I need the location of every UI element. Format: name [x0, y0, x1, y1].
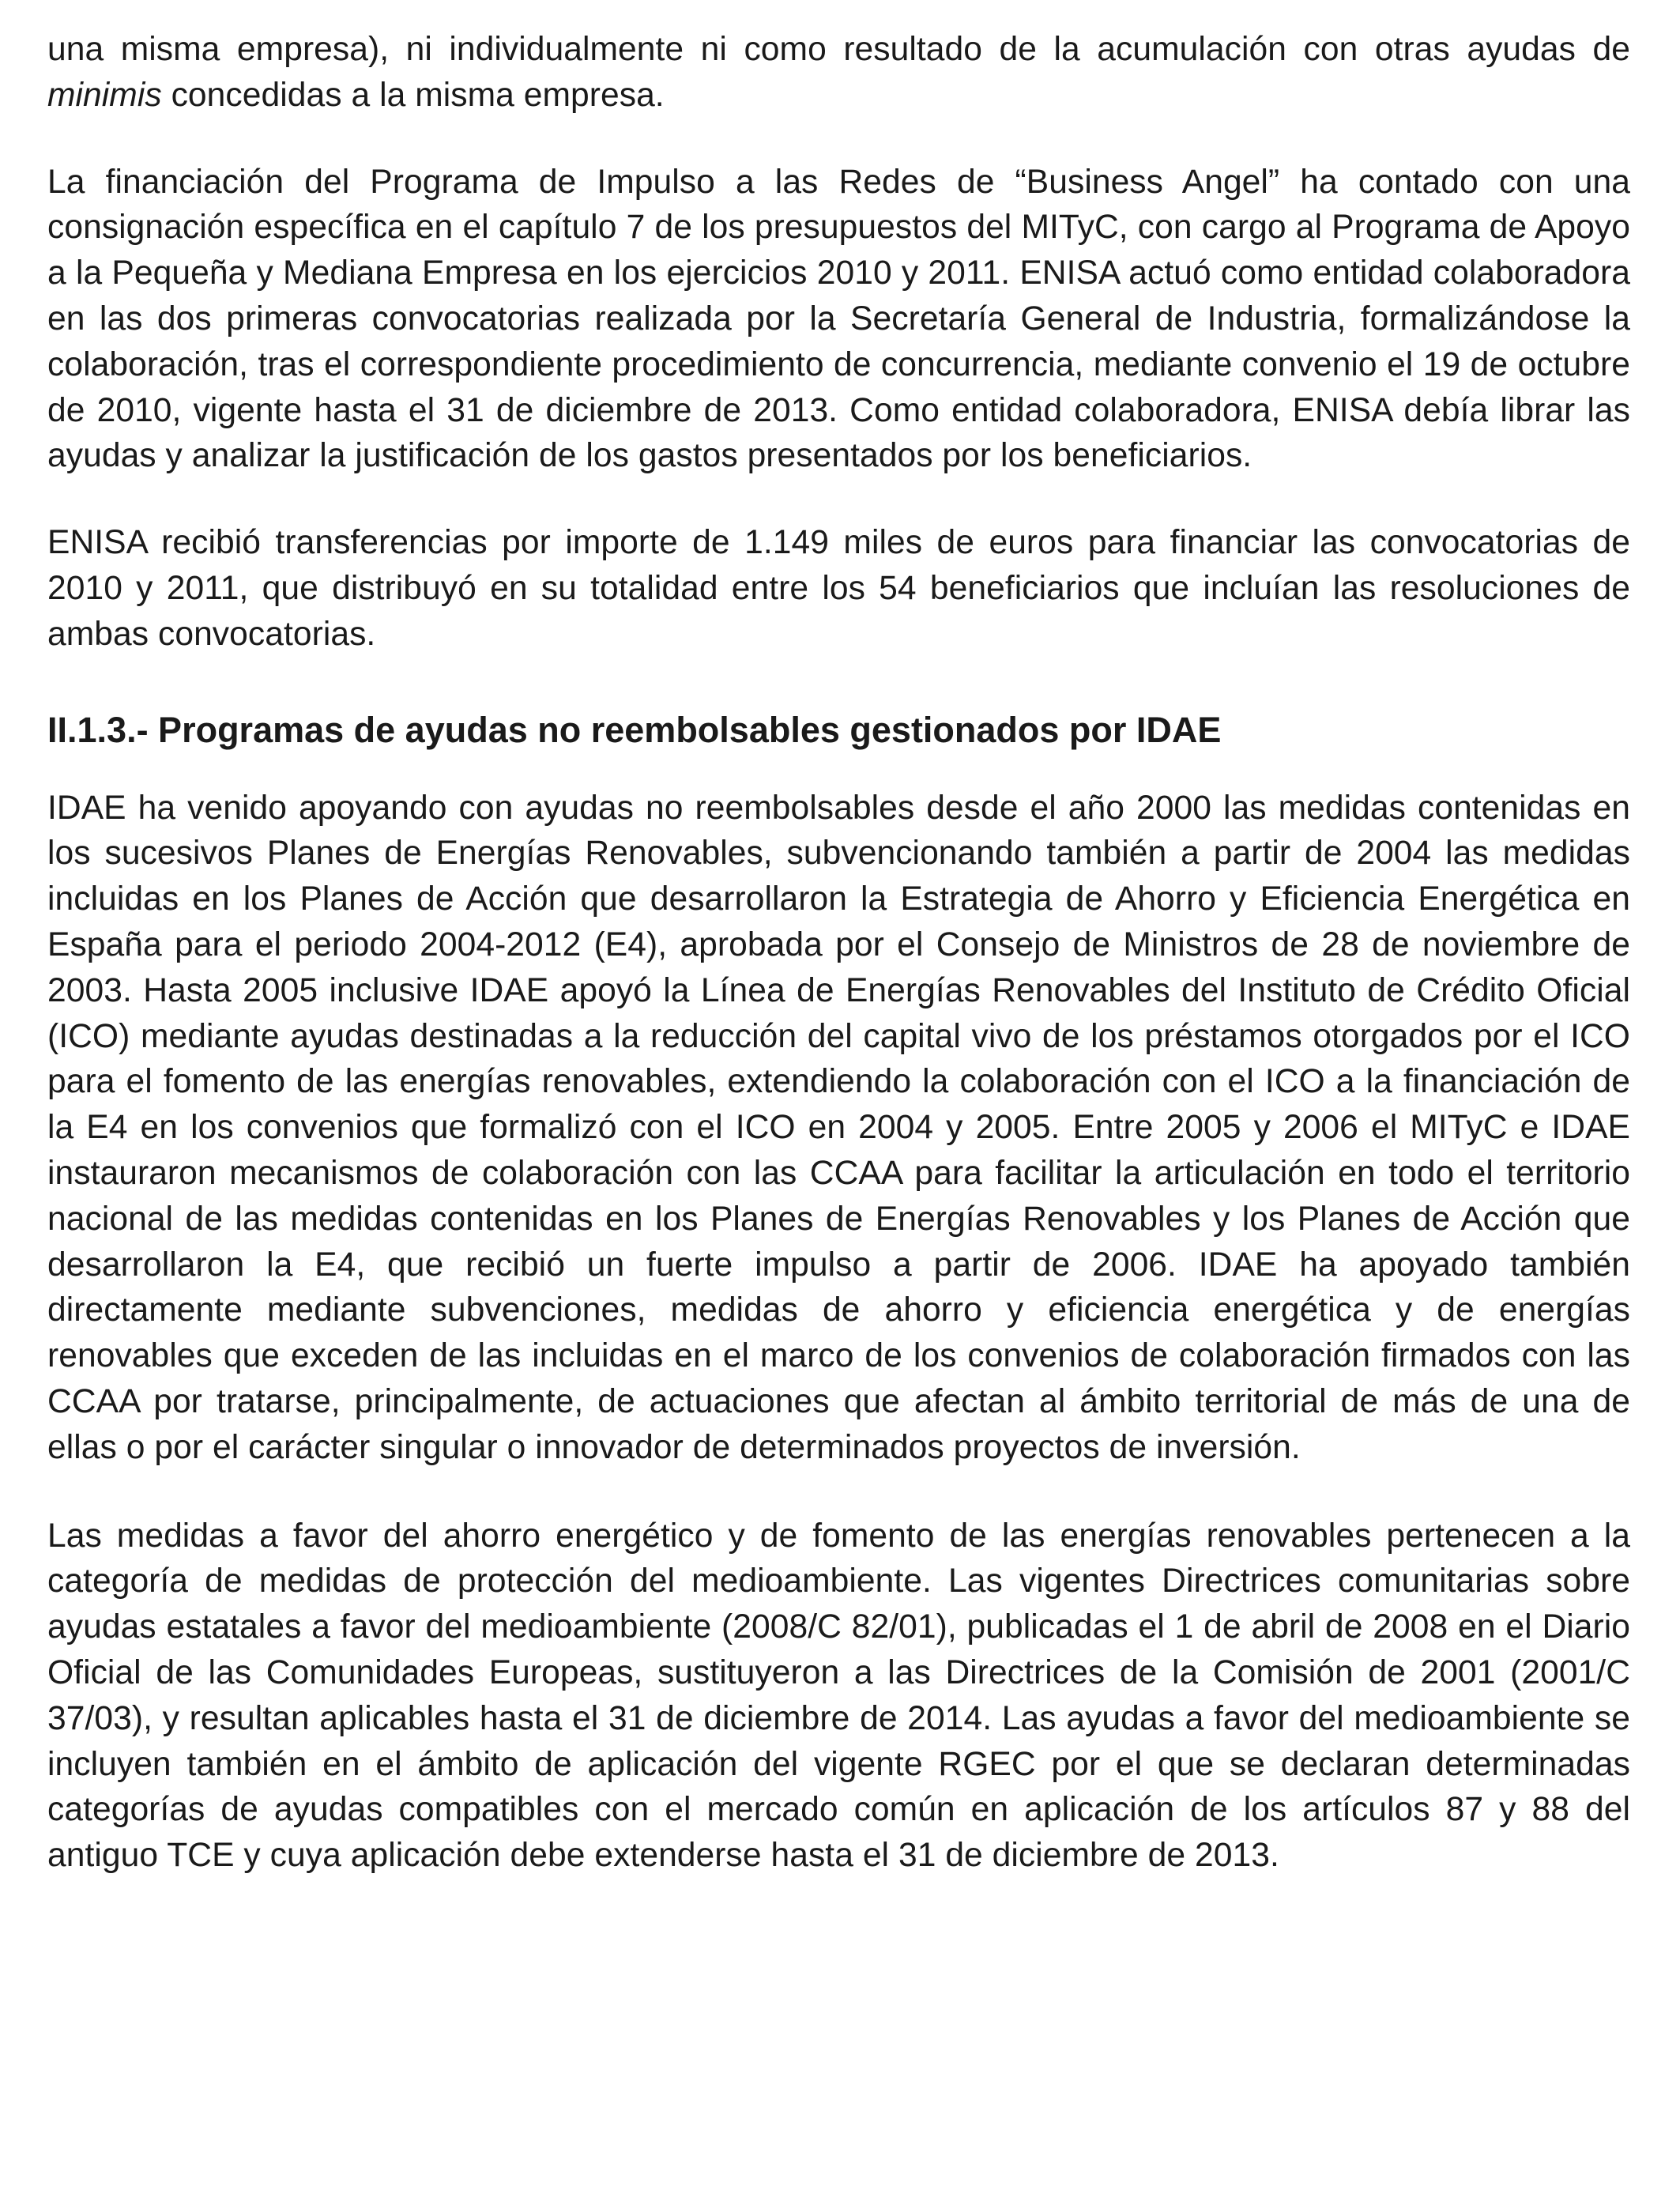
- paragraph-minimis-text-start: una misma empresa), ni individualmente ni como resultado de la acumulación con otras ayudas de: [47, 30, 1630, 68]
- section-heading-idae: II.1.3.- Programas de ayudas no reembolsables gestionados por IDAE: [47, 709, 1222, 750]
- paragraph-business-angel: La financiación del Programa de Impulso a las Redes de “Business Angel” ha contado con una consignación específica en el capítulo 7 de los presupuestos del MITyC, con cargo al Programa de Apoyo a la Pequeña y Mediana Empresa en los ejercicios 2010 y 2011. ENISA actuó como entidad colaboradora en las dos primeras convocatorias realizada por la Secretaría General de Industria, formalizándose la colaboración, tras el correspondiente procedimiento de concurrencia, mediante convenio el 19 de octubre de 2010, vigente hasta el 31 de diciembre de 2013. Como entidad colaboradora, ENISA debía librar las ayudas y analizar la justificación de los gastos presentados por los beneficiarios.: [47, 162, 1630, 475]
- paragraph-idae-support: IDAE ha venido apoyando con ayudas no reembolsables desde el año 2000 las medidas contenidas en los sucesivos Planes de Energías Renovables, subvencionando también a partir de 2004 las medidas incluidas en los Planes de Acción que desarrollaron la Estrategia de Ahorro y Eficiencia Energética en España para el periodo 2004-2012 (E4), aprobada por el Consejo de Ministros de 28 de noviembre de 2003. Hasta 2005 inclusive IDAE apoyó la Línea de Energías Renovables del Instituto de Crédito Oficial (ICO) mediante ayudas destinadas a la reducción del capital vivo de los préstamos otorgados por el ICO para el fomento de las energías renovables, extendiendo la colaboración con el ICO a la financiación de la E4 en los convenios que formalizó con el ICO en 2004 y 2005. Entre 2005 y 2006 el MITyC e IDAE instauraron mecanismos de colaboración con las CCAA para facilitar la articulación en todo el territorio nacional de las medidas contenidas en los Planes de Energías Renovables y los Planes de Acción que desarrollaron la E4, que recibió un fuerte impulso a partir de 2006. IDAE ha apoyado también directamente mediante subvenciones, medidas de ahorro y eficiencia energética y de energías renovables que exceden de las incluidas en el marco de los convenios de colaboración firmados con las CCAA por tratarse, principalmente, de actuaciones que afectan al ámbito territorial de más de una de ellas o por el carácter singular o innovador de determinados proyectos de inversión.: [47, 788, 1630, 1466]
- paragraph-minimis: [47, 27, 1630, 119]
- minimis-italic-term: minimis: [47, 75, 162, 114]
- document-page: [47, 27, 1630, 1879]
- paragraph-environment-measures: Las medidas a favor del ahorro energético y de fomento de las energías renovables pertenecen a la categoría de medidas de protección del medioambiente. Las vigentes Directrices comunitarias sobre ayudas estatales a favor del medioambiente (2008/C 82/01), publicadas el 1 de abril de 2008 en el Diario Oficial de las Comunidades Europeas, sustituyeron a las Directrices de la Comisión de 2001 (2001/C 37/03), y resultan aplicables hasta el 31 de diciembre de 2014. Las ayudas a favor del medioambiente se incluyen también en el ámbito de aplicación del vigente RGEC por el que se declaran determinadas categorías de ayudas compatibles con el mercado común en aplicación de los artículos 87 y 88 del antiguo TCE y cuya aplicación debe extenderse hasta el 31 de diciembre de 2013.: [47, 1516, 1630, 1875]
- paragraph-enisa-transfers: ENISA recibió transferencias por importe de 1.149 miles de euros para financiar las convocatorias de 2010 y 2011, que distribuyó en su totalidad entre los 54 beneficiarios que incluían las resoluciones de ambas convocatorias.: [47, 523, 1630, 653]
- paragraph-minimis-text-end: concedidas a la misma empresa.: [161, 75, 665, 114]
